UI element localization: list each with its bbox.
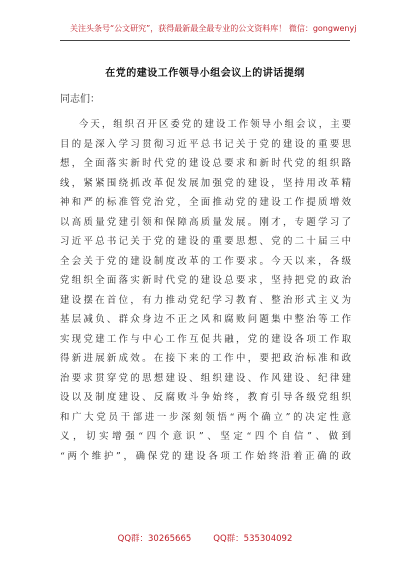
body-line: 目的是深入学习贯彻习近平总书记关于党的建设的重要思 [60, 138, 351, 150]
footer-qq-group-1: QQ群：30265665 [117, 534, 192, 544]
body-line: 实现党建工作与中心工作互促共融，党的建设各项工作取 [60, 333, 351, 345]
body-line: 今天，组织召开区委党的建设工作领导小组会议，主要 [79, 119, 351, 130]
body-paragraph [60, 115, 351, 466]
body-line: 以高质量党建引领和保障高质量发展。刚才，专题学习了 [60, 216, 351, 228]
body-line: 基层减负、群众身边不正之风和腐败问题集中整治等工作 [60, 314, 351, 325]
body-line: 线，紧紧围绕抓改革促发展加强党的建设，坚持用改革精 [60, 177, 351, 189]
body-line: 治要求贯穿党的思想建设、组织建设、作风建设、纪律建 [60, 372, 351, 384]
footer-contact [60, 533, 350, 545]
body-line: 神和严的标准管党治党，全面推动党的建设工作提质增效 [60, 197, 351, 208]
body-line: 全会关于党的建设制度改革的工作要求。今天以来，各级 [60, 255, 351, 267]
footer-qq-group-2: QQ群：535304092 [213, 534, 293, 544]
header-divider [60, 40, 350, 41]
body-line: 得新进展新成效。在接下来的工作中，要把政治标准和政 [60, 353, 351, 364]
body-line: 党组织全面落实新时代党的建设总要求，坚持把党的政治 [60, 275, 351, 286]
body-line: 想，全面落实新时代党的建设总要求和新时代党的组织路 [60, 158, 351, 169]
body-line: 设以及制度建设、反腐败斗争始终，教育引导各级党组织 [60, 392, 351, 403]
salutation: 同志们： [60, 94, 100, 105]
body-line: 习近平总书记关于党的建设的重要思想、党的二十届三中 [60, 236, 351, 247]
body-line: 建设摆在首位，有力推动党纪学习教育、整治形式主义为 [60, 294, 351, 306]
body-line: 义，切实增强“四个意识”、坚定“四个自信”、做到 [60, 431, 351, 442]
header-banner: 关注头条号“公文研究”，获得最新最全最专业的公文资料库！ 微信：gongwenyj [70, 24, 357, 33]
body-line: “两个维护”，确保党的建设各项工作始终沿着正确的政 [60, 450, 351, 462]
document-title: 在党的建设工作领导小组会议上的讲话提纲 [105, 68, 305, 79]
body-line: 和广大党员干部进一步深刻领悟“两个确立”的决定性意 [60, 411, 351, 423]
